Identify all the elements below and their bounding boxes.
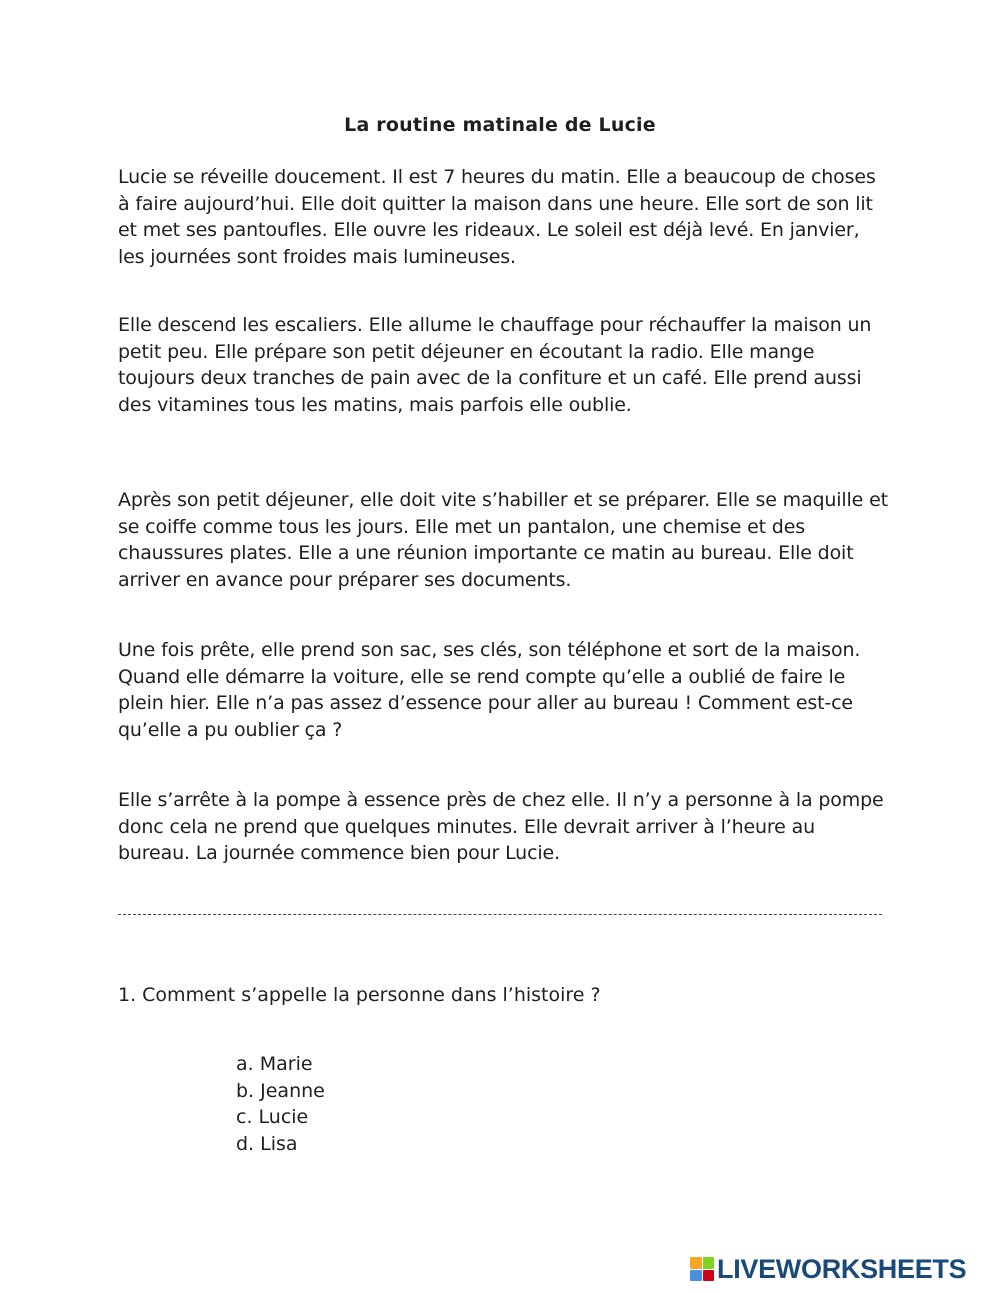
answer-option-b[interactable]: b. Jeanne: [236, 1079, 325, 1102]
answer-options: [236, 1051, 325, 1157]
section-divider: [118, 914, 882, 915]
worksheet-title: La routine matinale de Lucie: [344, 114, 656, 136]
liveworksheets-logo: [690, 1254, 966, 1284]
story-paragraph-4: Une fois prête, elle prend son sac, ses clés, son téléphone et sort de la maison. Quand elle démarre la voiture, elle se rend compte qu’elle a oublié de faire le plein hier. Elle n’a pas assez d’essence pour aller au bureau ! Comment est-ce qu’elle a pu oublier ça ?: [118, 639, 861, 741]
answer-option-d[interactable]: d. Lisa: [236, 1132, 298, 1155]
story-paragraph-5: Elle s’arrête à la pompe à essence près de chez elle. Il n’y a personne à la pompe donc cela ne prend que quelques minutes. Elle devrait arriver à l’heure au bureau. La journée commence bien pour Lucie.: [118, 789, 884, 864]
logo-block-3: [690, 1270, 702, 1282]
answer-option-a[interactable]: a. Marie: [236, 1053, 313, 1075]
story-paragraph-1: Lucie se réveille doucement. Il est 7 heures du matin. Elle a beaucoup de choses à faire aujourd’hui. Elle doit quitter la maison dans une heure. Elle sort de son lit et met ses pantoufles. Elle ouvre les rideaux. Le soleil est déjà levé. En janvier, les journées sont froides mais lumineuses.: [118, 166, 876, 268]
story-paragraph-2: Elle descend les escaliers. Elle allume le chauffage pour réchauffer la maison un petit peu. Elle prépare son petit déjeuner en écoutant la radio. Elle mange toujours deux tranches de pain avec de la confiture et un café. Elle prend aussi des vitamines tous les matins, mais parfois elle oublie.: [118, 314, 872, 416]
logo-block-2: [703, 1257, 715, 1269]
brand-name: LIVEWORKSHEETS: [717, 1253, 967, 1284]
answer-option-c[interactable]: c. Lucie: [236, 1106, 309, 1128]
logo-block-1: [690, 1257, 702, 1269]
logo-block-4: [703, 1270, 715, 1282]
story-paragraph-3: Après son petit déjeuner, elle doit vite s’habiller et se préparer. Elle se maquille et se coiffe comme tous les jours. Elle met un pantalon, une chemise et des chaussures plates. Elle a une réunion importante ce matin au bureau. Elle doit arriver en avance pour préparer ses documents.: [118, 489, 888, 591]
question-1-text: 1. Comment s’appelle la personne dans l’histoire ?: [118, 984, 601, 1006]
liveworksheets-icon: [690, 1257, 714, 1281]
